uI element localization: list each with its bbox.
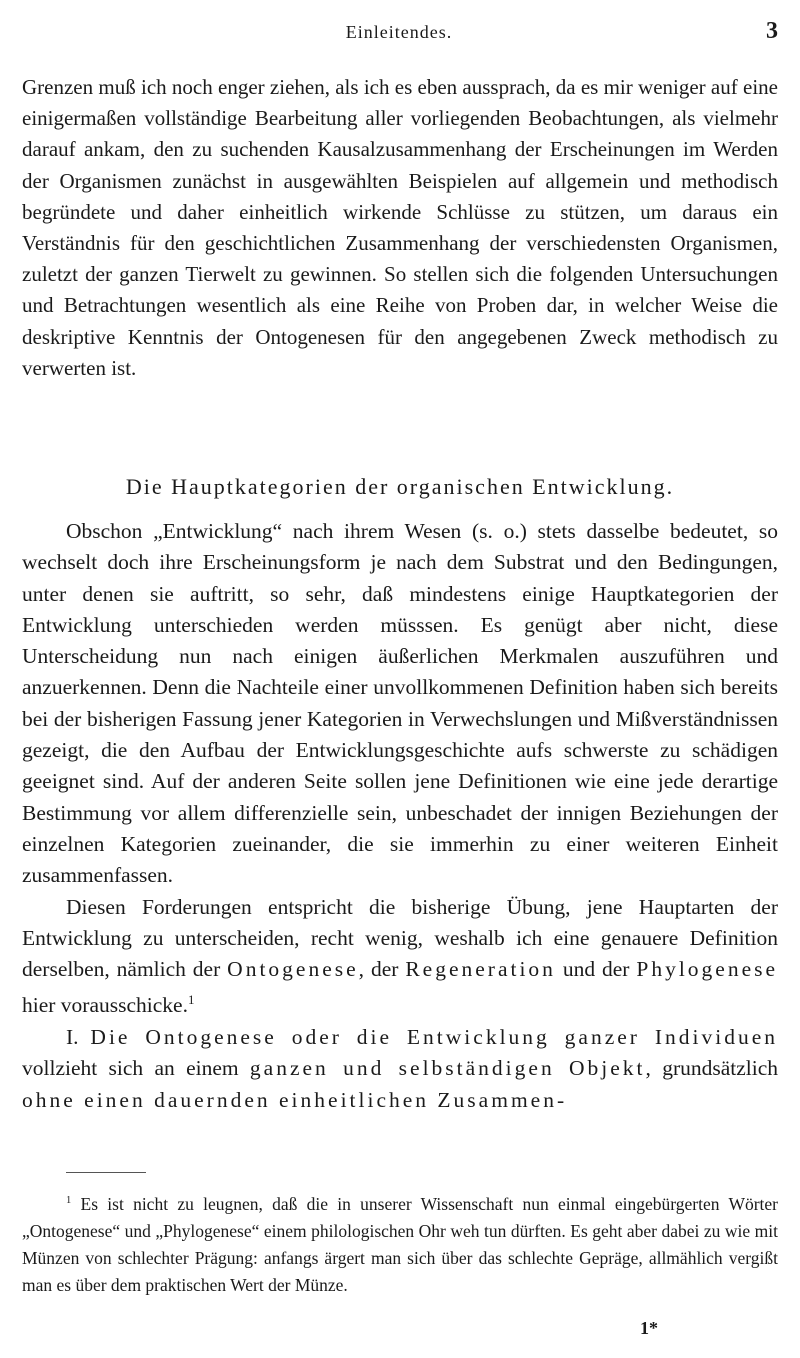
- footnote-reference[interactable]: 1: [187, 993, 195, 1008]
- page-number: 3: [766, 18, 778, 44]
- footnote: [22, 1187, 778, 1299]
- footnote-mark: 1: [66, 1195, 72, 1206]
- section-number: I.: [66, 1024, 79, 1049]
- running-title: Einleitendes.: [345, 22, 453, 42]
- section-heading: Die Hauptkategorien der organischen Entwicklung.: [125, 474, 675, 499]
- footnote-divider: [66, 1172, 146, 1173]
- text-block-main: [22, 516, 778, 1116]
- term-phylogenese: Phylogenese: [636, 957, 779, 982]
- footnote-text: Es ist nicht zu leugnen, daß die in unserer Wissenschaft nun einmal eingebürgerten Wörter „Ontogenese“ und „Phylogenese“ einem philologischen Ohr weh tun dürften. Es geht aber dabei zu wie mit Münzen von schlechter Prägung: anfangs ärgert man sich über das schlechte Gepräge, allmählich vergißt man es über dem praktischen Wert der Münze.: [22, 1193, 778, 1295]
- term-ontogenese: Ontogenese: [227, 957, 359, 982]
- paragraph-requirements: [22, 892, 778, 1022]
- paragraph-text: vollzieht sich an einem: [22, 1056, 239, 1081]
- paragraph-continuation: Grenzen muß ich noch enger ziehen, als ich es eben aussprach, da es mir weniger auf eine einigermaßen vollständige Bearbeitung aller vorliegenden Beobachtungen, als vielmehr darauf ankam, den zu suchenden Kausalzusammenhang der Erscheinungen im Werden der Organismen zunächst in ausgewählten Beispielen auf allgemein und methodisch begründete und daher einheitlich wirkende Schlüsse zu stützen, um daraus ein Verständnis für den geschichtlichen Zusammenhang der verschiedensten Organismen, zuletzt der ganzen Tierwelt zu gewinnen. So stellen sich die folgenden Untersuchungen und Betrachtungen wesentlich als eine Reihe von Proben dar, in welcher Weise die deskriptive Kenntnis der Ontogenesen für den angegebenen Zweck methodisch zu verwerten ist.: [22, 75, 778, 380]
- text-block-intro: [22, 72, 778, 384]
- separator-text: und der: [562, 957, 630, 982]
- term-zusammenhang: ohne einen dauernden einheitlichen Zusammen-: [22, 1087, 568, 1112]
- paragraph-definitions-intro: Obschon „Entwicklung“ nach ihrem Wesen (s. o.) stets dasselbe bedeutet, so wechselt doch ihre Erscheinungsform je nach dem Substrat und den Bedingungen, unter denen sie auftritt, so sehr, daß mindestens einige Hauptkategorien der Entwicklung unterschieden werden müsssen. Es genügt aber nicht, diese Unterscheidung nun nach einigen äußerlichen Merkmalen auszuführen und anzuerkennen. Denn die Nachteile einer unvollkommenen Definition haben sich bereits bei der bisherigen Fassung jener Kategorien in Verwechslungen und Mißverständnissen gezeigt, die den Aufbau der Entwicklungsgeschichte aufs schwerste zu schädigen geeignet sind. Auf der anderen Seite sollen jene Definitionen wie eine jede derartige Bestimmung vor allem differenzielle sein, unbeschadet der innigen Beziehungen der einzelnen Kategorien zueinander, die sie immerhin zu einer weiteren Einheit zusammenfassen.: [22, 519, 778, 888]
- term-ontogenese-heading: Die Ontogenese oder die Entwicklung ganzer Individuen: [90, 1024, 778, 1049]
- page-header: [20, 18, 778, 48]
- separator-text: , der: [358, 957, 399, 982]
- signature-mark: 1*: [640, 1318, 658, 1338]
- term-regeneration: Regeneration: [405, 957, 556, 982]
- term-objekt: ganzen und selbständigen Objekt: [249, 1056, 646, 1081]
- paragraph-text: Diesen Forderungen entspricht die bisherige Übung, jene Hauptarten der Entwicklung zu unterscheiden, recht wenig, weshalb ich eine genauere Definition derselben, nämlich der: [22, 894, 778, 982]
- paragraph-ontogenese-definition: [22, 1022, 778, 1116]
- paragraph-text: , grundsätzlich: [645, 1056, 779, 1081]
- paragraph-text: hier vorausschicke.: [22, 993, 188, 1018]
- footnote-area: [22, 1187, 778, 1299]
